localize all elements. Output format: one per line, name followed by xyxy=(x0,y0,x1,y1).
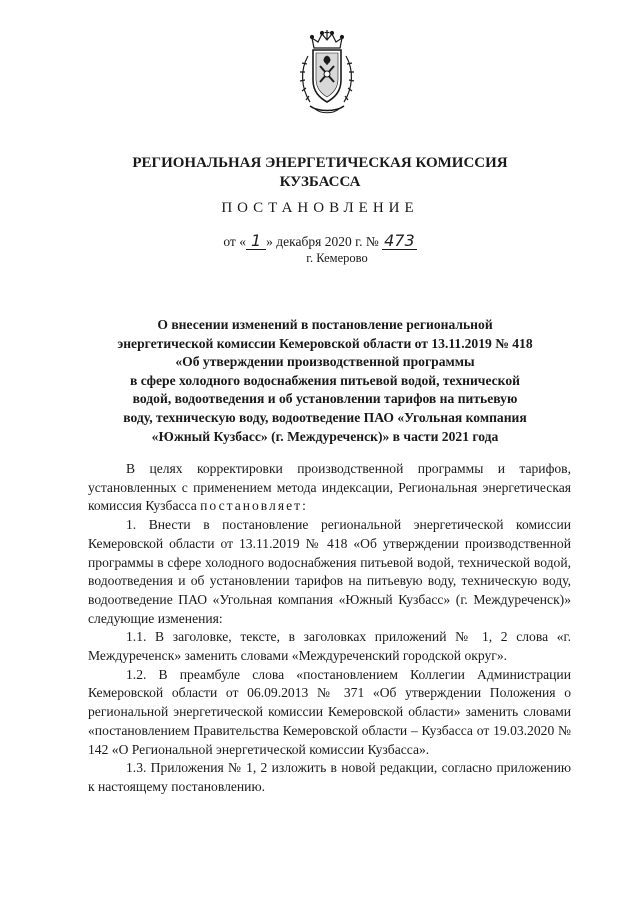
handwritten-day: 1 xyxy=(246,233,266,250)
subject-line: в сфере холодного водоснабжения питьевой водой, технической xyxy=(130,372,520,388)
body-intro-paragraph xyxy=(88,460,571,516)
intro-colon: : xyxy=(302,498,306,514)
clause-1: 1. Внести в постановление региональной энергетической комиссии Кемеровской области от 13.11.2019 № 418 «Об утверждении производственной программы в сфере холодного водоснабжения питьевой водой, технической водой, водоотведения и об установлении тарифов на питьевую воду, техническую воду, водоотведение ПАО «Угольная компания «Южный Кузбасс» (г. Междуреченск)» следующие изменения: xyxy=(88,517,571,626)
document-type: ПОСТАНОВЛЕНИЕ xyxy=(221,200,419,216)
clause-1-3: 1.3. Приложения № 1, 2 изложить в новой редакции, согласно приложению к настоящему постановлению. xyxy=(88,760,571,794)
clause-1-2: 1.2. В преамбуле слова «постановлением Коллегии Администрации Кемеровской области от 06.09.2013 № 371 «Об утверждении Положения о региональной энергетической комиссии Кемеровской области» заменить словами «постановлением Правительства Кемеровской области – Кузбасса от 19.03.2020 № 142 «О Региональной энергетической комиссии Кузбасса». xyxy=(88,666,571,757)
date-middle: » декабря 2020 г. № xyxy=(266,234,379,249)
subject-line: водой, водоотведения и об установлении тарифов на питьевую xyxy=(132,391,518,407)
coat-of-arms-emblem xyxy=(298,26,356,116)
subject-line: воду, техническую воду, водоотведение ПАО «Угольная компания xyxy=(123,409,527,425)
document-city: г. Кемерово xyxy=(306,251,368,265)
intro-text: В целях корректировки производственной программы и тарифов, установленных с применением метода индексации, Региональная энергетическая комиссия Кузбасса xyxy=(88,461,571,514)
organization-title: РЕГИОНАЛЬНАЯ ЭНЕРГЕТИЧЕСКАЯ КОМИССИЯ xyxy=(132,155,508,171)
clause-1-1: 1.1. В заголовке, тексте, в заголовках приложений № 1, 2 слова «г. Междуреченск» заменить словами «Междуреченский городской округ». xyxy=(88,629,571,664)
subject-line: О внесении изменений в постановление региональной xyxy=(157,317,493,332)
subject-line: «Об утверждении производственной программы xyxy=(175,354,475,370)
document-date-line xyxy=(0,233,640,250)
document-body xyxy=(88,460,571,797)
organization-title-region: КУЗБАССА xyxy=(279,174,361,190)
subject-line: энергетической комиссии Кемеровской области от 13.11.2019 № 418 xyxy=(117,335,533,351)
date-prefix: от « xyxy=(223,234,246,249)
resolution-word: постановляет xyxy=(200,498,303,514)
subject-line: «Южный Кузбасс» (г. Междуреченск)» в части 2021 года xyxy=(151,428,499,444)
document-subject xyxy=(90,316,560,446)
handwritten-document-number: 473 xyxy=(384,231,415,250)
